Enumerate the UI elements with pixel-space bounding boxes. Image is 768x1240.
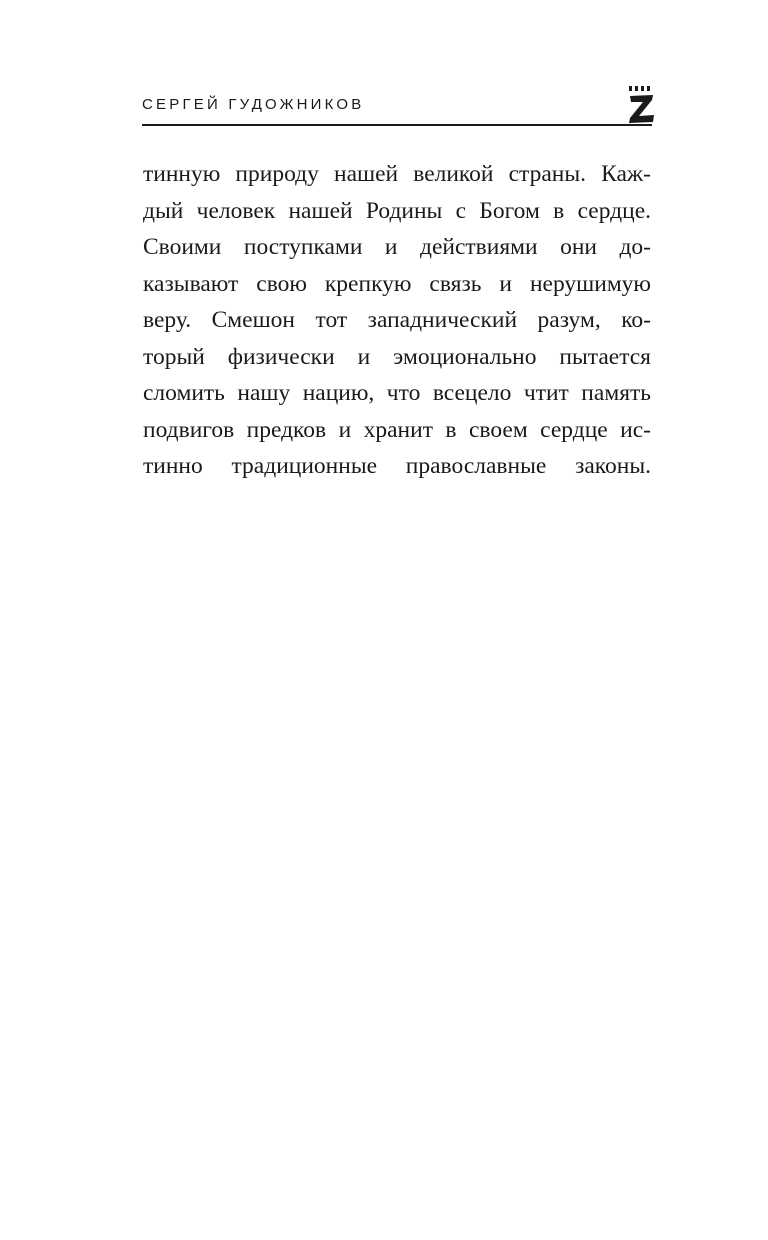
text-line: казывают свою крепкую связь и нерушимую [143,270,651,297]
text-line: тинную природу нашей великой страны. Каж- [143,161,651,187]
text-line: торый физически и эмоционально пытается [143,343,651,370]
text-line: подвигов предков и хранит в своем сердце ис- [143,416,651,443]
text-line: сломить нашу нацию, что всецело чтит память [143,380,651,406]
text-line: дый человек нашей Родины с Богом в сердце. [143,197,651,224]
text-line: веру. Смешон тот западнический разум, ко- [143,307,651,333]
running-head-author: СЕРГЕЙ ГУДОЖНИКОВ [142,96,365,113]
z-series-logo-icon [626,82,658,126]
header-rule [142,124,652,126]
body-text [143,156,651,485]
text-line: тинно традиционные православные законы. [143,453,651,479]
text-line: Своими поступками и действиями они до- [143,234,651,260]
